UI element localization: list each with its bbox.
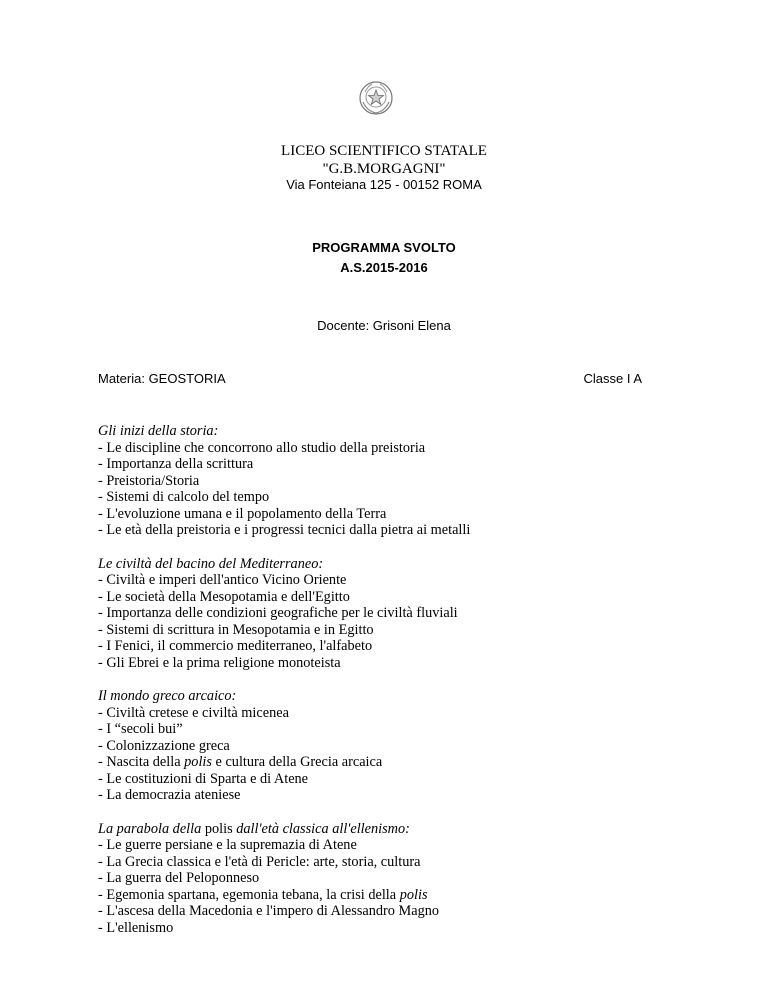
republic-emblem-icon <box>358 80 394 116</box>
list-item: - I “secoli bui” <box>98 721 183 737</box>
subject-line: Materia: GEOSTORIA <box>98 371 226 386</box>
section <box>98 688 678 804</box>
list-item: - Nascita della polis e cultura della Grecia arcaica <box>98 754 383 770</box>
program-title: PROGRAMMA SVOLTO <box>312 240 456 255</box>
list-item: - Importanza delle condizioni geografiche per le civiltà fluviali <box>98 605 458 621</box>
school-name: LICEO SCIENTIFICO STATALE <box>281 143 487 159</box>
program-year: A.S.2015-2016 <box>340 260 428 275</box>
list-item: - I Fenici, il commercio mediterraneo, l'alfabeto <box>98 638 373 654</box>
emphasis: polis <box>399 886 428 903</box>
list-item: - Sistemi di calcolo del tempo <box>98 489 270 505</box>
emphasis: polis <box>201 820 237 837</box>
section-title: Gli inizi della storia: <box>98 423 219 439</box>
list-item: - Colonizzazione greca <box>98 737 230 754</box>
list-item: - L'ascesa della Macedonia e l'impero di Alessandro Magno <box>98 903 440 919</box>
list-item: - Le discipline che concorrono allo studio della preistoria <box>98 439 426 456</box>
list-item: - La Grecia classica e l'età di Pericle: arte, storia, cultura <box>98 853 421 870</box>
list-item: - Gli Ebrei e la prima religione monoteista <box>98 654 341 671</box>
list-item: - Le società della Mesopotamia e dell'Egitto <box>98 588 350 605</box>
list-item: - Preistoria/Storia <box>98 472 200 489</box>
section <box>98 423 678 539</box>
list-item: - Le età della preistoria e i progressi tecnici dalla pietra ai metalli <box>98 522 471 538</box>
list-item: - Egemonia spartana, egemonia tebana, la crisi della polis <box>98 886 428 903</box>
program-content <box>98 423 678 953</box>
section-title: Le civiltà del bacino del Mediterraneo: <box>98 555 324 572</box>
school-header <box>0 142 768 178</box>
section <box>98 556 678 672</box>
class-line: Classe I A <box>583 371 642 386</box>
list-item: - Le costituzioni di Sparta e di Atene <box>98 770 309 787</box>
section-title: La parabola della polis dall'età classica all'ellenismo: <box>98 820 410 837</box>
emphasis: polis <box>184 754 212 770</box>
teacher-line: Docente: Grisoni Elena <box>317 318 451 333</box>
list-item: - Sistemi di scrittura in Mesopotamia e in Egitto <box>98 621 374 638</box>
list-item: - La democrazia ateniese <box>98 787 241 803</box>
section-title: Il mondo greco arcaico: <box>98 688 237 704</box>
list-item: - Civiltà e imperi dell'antico Vicino Oriente <box>98 572 347 588</box>
list-item: - Civiltà cretese e civiltà micenea <box>98 704 289 721</box>
school-address: Via Fonteiana 125 - 00152 ROMA <box>286 177 482 192</box>
list-item: - Le guerre persiane e la supremazia di Atene <box>98 837 357 853</box>
list-item: - Importanza della scrittura <box>98 456 254 472</box>
list-item: - La guerra del Peloponneso <box>98 870 260 886</box>
list-item: - L'evoluzione umana e il popolamento della Terra <box>98 505 387 522</box>
list-item: - L'ellenismo <box>98 919 174 936</box>
program-header <box>0 238 768 278</box>
section <box>98 821 678 937</box>
school-subtitle: "G.B.MORGAGNI" <box>322 161 446 177</box>
